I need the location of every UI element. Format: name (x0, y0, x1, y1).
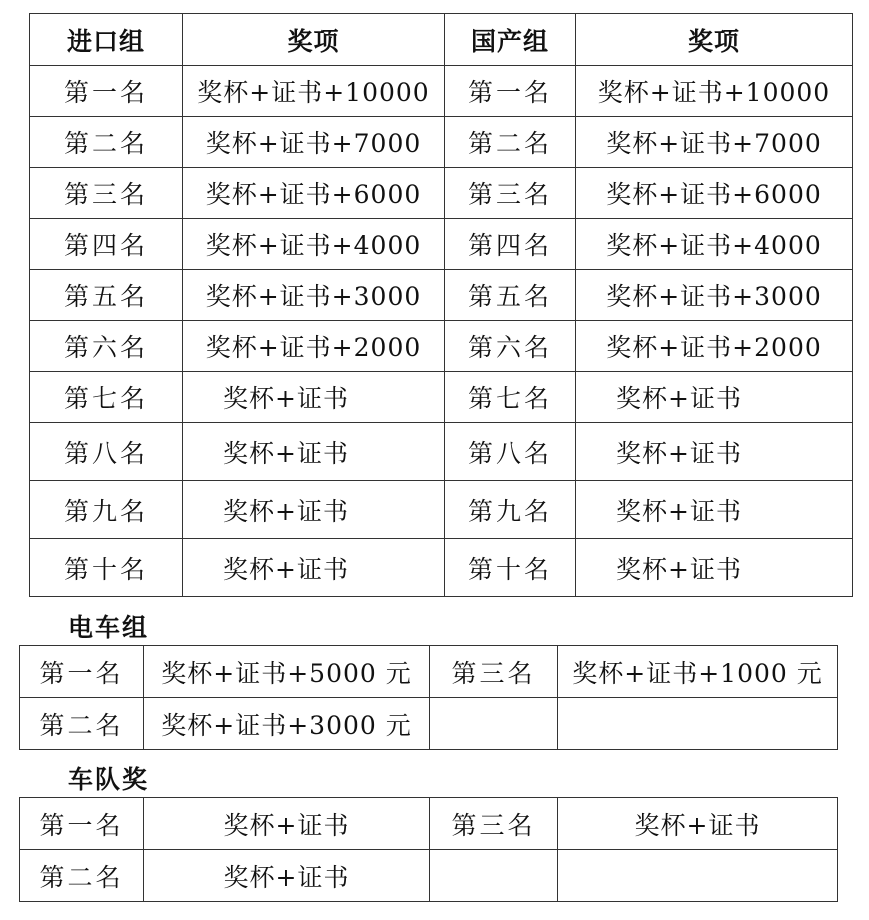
table-row (20, 850, 838, 902)
domestic-prize-cell: 奖杯+证书+2000 (576, 321, 853, 372)
table-row (30, 481, 853, 539)
import-prize-cell: 奖杯+证书+10000 (183, 66, 445, 117)
import-prize-cell: 奖杯+证书+3000 (183, 270, 445, 321)
table-row (30, 117, 853, 168)
ev-group-table (19, 645, 838, 750)
import-rank-cell: 第十名 (30, 539, 183, 597)
team-prize-cell: 奖杯+证书 (558, 798, 838, 850)
domestic-prize-cell: 奖杯+证书 (576, 372, 853, 423)
header-domestic-prize: 奖项 (576, 14, 853, 66)
team-rank-cell: 第三名 (430, 798, 558, 850)
domestic-prize-cell: 奖杯+证书+6000 (576, 168, 853, 219)
ev-prize-cell: 奖杯+证书+1000 元 (558, 646, 838, 698)
import-prize-cell: 奖杯+证书+7000 (183, 117, 445, 168)
table-row (30, 66, 853, 117)
ev-rank-cell: 第二名 (20, 698, 144, 750)
header-import-prize: 奖项 (183, 14, 445, 66)
domestic-rank-cell: 第九名 (445, 481, 576, 539)
table-row (30, 270, 853, 321)
import-prize-cell: 奖杯+证书 (183, 423, 445, 481)
import-rank-cell: 第六名 (30, 321, 183, 372)
import-prize-cell: 奖杯+证书+2000 (183, 321, 445, 372)
main-prize-table (29, 13, 853, 597)
import-rank-cell: 第九名 (30, 481, 183, 539)
ev-group-title: 电车组 (68, 613, 150, 642)
import-rank-cell: 第四名 (30, 219, 183, 270)
domestic-prize-cell: 奖杯+证书+10000 (576, 66, 853, 117)
ev-rank-cell: 第三名 (430, 646, 558, 698)
domestic-rank-cell: 第八名 (445, 423, 576, 481)
team-award-title: 车队奖 (68, 765, 150, 794)
domestic-prize-cell: 奖杯+证书+4000 (576, 219, 853, 270)
domestic-prize-cell: 奖杯+证书 (576, 481, 853, 539)
import-rank-cell: 第一名 (30, 66, 183, 117)
table-row (30, 321, 853, 372)
import-rank-cell: 第三名 (30, 168, 183, 219)
domestic-rank-cell: 第三名 (445, 168, 576, 219)
ev-prize-cell: 奖杯+证书+5000 元 (144, 646, 430, 698)
table-row (30, 539, 853, 597)
import-prize-cell: 奖杯+证书+6000 (183, 168, 445, 219)
team-prize-cell: 奖杯+证书 (144, 850, 430, 902)
team-rank-cell (430, 850, 558, 902)
team-prize-cell: 奖杯+证书 (144, 798, 430, 850)
table-row (30, 219, 853, 270)
domestic-rank-cell: 第一名 (445, 66, 576, 117)
import-prize-cell: 奖杯+证书+4000 (183, 219, 445, 270)
team-award-table (19, 797, 838, 902)
table-row (20, 646, 838, 698)
import-rank-cell: 第七名 (30, 372, 183, 423)
table-row (30, 423, 853, 481)
domestic-rank-cell: 第十名 (445, 539, 576, 597)
import-rank-cell: 第二名 (30, 117, 183, 168)
team-rank-cell: 第二名 (20, 850, 144, 902)
header-row (30, 14, 853, 66)
domestic-prize-cell: 奖杯+证书+7000 (576, 117, 853, 168)
team-rank-cell: 第一名 (20, 798, 144, 850)
domestic-prize-cell: 奖杯+证书 (576, 423, 853, 481)
import-rank-cell: 第五名 (30, 270, 183, 321)
header-import-group: 进口组 (30, 14, 183, 66)
header-domestic-group: 国产组 (445, 14, 576, 66)
team-prize-cell (558, 850, 838, 902)
domestic-rank-cell: 第四名 (445, 219, 576, 270)
domestic-prize-cell: 奖杯+证书 (576, 539, 853, 597)
import-prize-cell: 奖杯+证书 (183, 372, 445, 423)
domestic-prize-cell: 奖杯+证书+3000 (576, 270, 853, 321)
ev-prize-cell: 奖杯+证书+3000 元 (144, 698, 430, 750)
domestic-rank-cell: 第六名 (445, 321, 576, 372)
table-row (30, 372, 853, 423)
table-row (30, 168, 853, 219)
domestic-rank-cell: 第七名 (445, 372, 576, 423)
ev-prize-cell (558, 698, 838, 750)
domestic-rank-cell: 第五名 (445, 270, 576, 321)
ev-rank-cell: 第一名 (20, 646, 144, 698)
domestic-rank-cell: 第二名 (445, 117, 576, 168)
import-prize-cell: 奖杯+证书 (183, 539, 445, 597)
table-row (20, 798, 838, 850)
import-rank-cell: 第八名 (30, 423, 183, 481)
ev-rank-cell (430, 698, 558, 750)
import-prize-cell: 奖杯+证书 (183, 481, 445, 539)
table-row (20, 698, 838, 750)
